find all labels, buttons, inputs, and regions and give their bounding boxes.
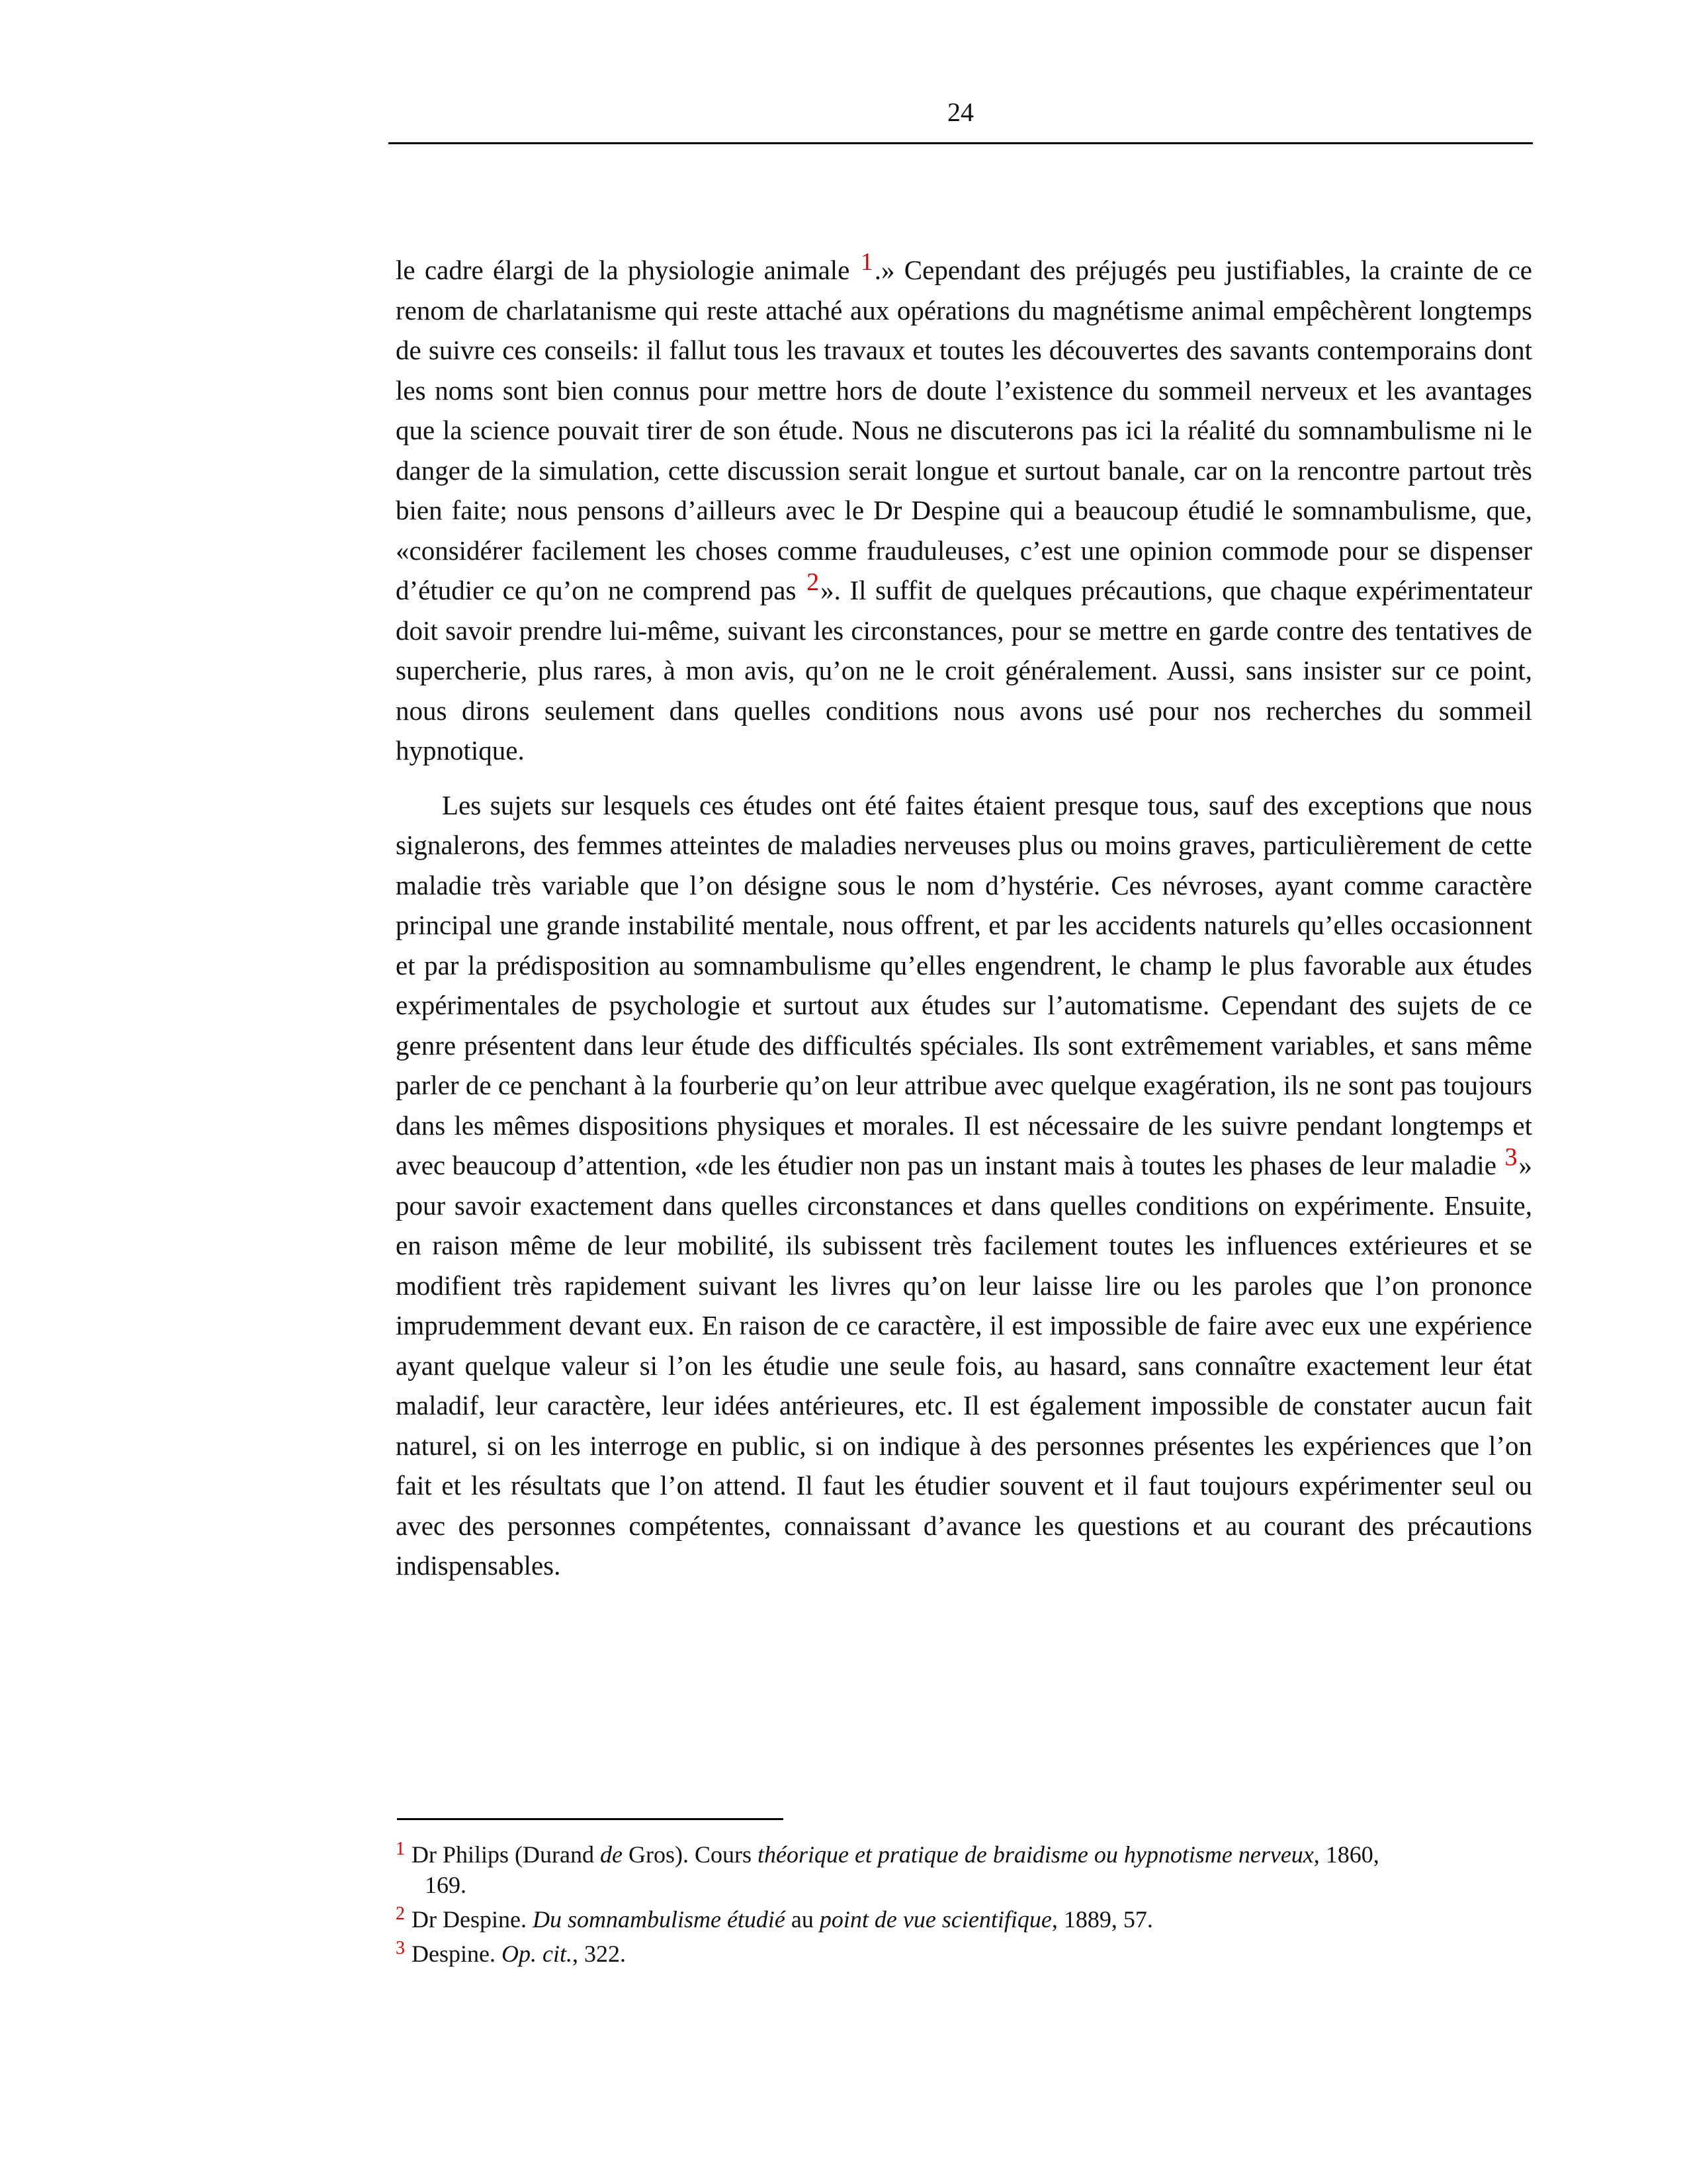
footnote-3-text: Despine. — [411, 1941, 501, 1967]
footnote-reference-2[interactable]: 2 — [806, 568, 820, 596]
footnote-reference-1[interactable]: 1 — [860, 248, 873, 276]
body-text — [396, 250, 1532, 1586]
footnote-3: 3 Despine. Op. cit., 322. — [396, 1938, 626, 1967]
footnote-2-text: Dr Despine. — [411, 1906, 533, 1933]
paragraph-1 — [396, 250, 1532, 771]
footnote-1-text: , 1860, — [1313, 1841, 1379, 1868]
paragraph-2-text-a: Les sujets sur lesquels ces études ont été faites étaient presque tous, sauf des exceptions que nous signalerons, des femmes atteintes de maladies nerveuses plus ou moins graves, particulièrement de cette maladie très variable que l’on désigne sous le nom d’hystérie. Ces névroses, ayant comme caractère principal une grande instabilité mentale, nous offrent, et par les accidents naturels qu’elles occasionnent et par la prédisposition au somnambulisme qu’elles engendrent, le champ le plus favorable aux études expérimentales de psychologie et surtout aux études sur l’automatisme. Cependant des sujets de ce genre présentent dans leur étude des difficultés spéciales. Ils sont extrêmement variables, et sans même parler de ce penchant à la fourberie qu’on leur attribue avec quelque exagération, ils ne sont pas toujours dans les mêmes dispositions physiques et morales. Il est nécessaire de les suivre pendant longtemps et avec beaucoup d’attention, «de les étudier non pas un instant mais à toutes les phases de leur maladie — [396, 789, 1532, 1180]
paragraph-1-text-b: .» Cependant des préjugés peu justifiables, la crainte de ce renom de charlatanisme qui reste attaché aux opérations du magnétisme animal empêchèrent longtemps de suivre ces conseils: il fallut tous les travaux et toutes les découvertes des savants contemporains dont les noms sont bien connus pour mettre hors de doute l’existence du sommeil nerveux et les avantages que la science pouvait tirer de son étude. Nous ne discuterons pas ici la réalité du somnambulisme ni le danger de la simulation, cette discussion serait longue et surtout banale, car on la rencontre partout très bien faite; nous pensons d’ailleurs avec le Dr Despine qui a beaucoup étudié le somnambulisme, que, «considérer facilement les choses comme frauduleuses, c’est une opinion commode pour se dispenser d’étudier ce qu’on ne comprend pas — [396, 255, 1532, 605]
paragraph-2-text-b: » pour savoir exactement dans quelles circonstances et dans quelles conditions on expérimente. Ensuite, en raison même de leur mobilité, ils subissent très facilement toutes les influences extérieures et se modifient très rapidement suivant les livres qu’on leur laisse lire ou les paroles que l’on prononce imprudemment devant eux. En raison de ce caractère, il est impossible de faire avec eux une expérience ayant quelque valeur si l’on les étudie une seule fois, au hasard, sans connaître exactement leur état maladif, leur caractère, leur idées antérieures, etc. Il est également impossible de constater aucun fait naturel, si on les interroge en public, si on indique à des personnes présentes les expériences que l’on fait et les résultats que l’on attend. Il faut les étudier souvent et il faut toujours expérimenter seul ou avec des personnes compétentes, connaissant d’avance les questions et au courant des précautions indispensables. — [396, 1150, 1532, 1581]
paragraph-1-text-a: le cadre élargi de la physiologie animale — [396, 255, 859, 285]
footnote-2-title: Du somnambulisme étudié — [532, 1906, 785, 1933]
page-header — [388, 93, 1533, 144]
footnote-1-title: théorique et pratique de braidisme ou hypnotisme nerveux — [757, 1841, 1314, 1868]
footnote-1: 1 Dr Philips (Durand de Gros). Cours théorique et pratique de braidisme ou hypnotisme nerveux, 1860, 169. — [396, 1839, 1532, 1900]
page-number: 24 — [947, 97, 974, 127]
footnote-2-text: au — [785, 1906, 820, 1933]
footnote-3-text: , 322. — [572, 1941, 626, 1967]
footnote-2: 2 Dr Despine. Du somnambulisme étudié au point de vue scientifique, 1889, 57. — [396, 1903, 1153, 1933]
footnote-2-title: point de vue scientifique — [819, 1906, 1052, 1933]
paragraph-1-text-c: ». Il suffit de quelques précautions, que chaque expérimentateur doit savoir prendre lui-même, suivant les circonstances, pour se mettre en garde contre des tentatives de supercherie, plus rares, à mon avis, qu’on ne le croit généralement. Aussi, sans insister sur ce point, nous dirons seulement dans quelles conditions nous avons usé pour nos recherches du sommeil hypnotique. — [396, 575, 1532, 765]
footnote-1-text: Gros). Cours — [622, 1841, 757, 1868]
footnote-1-italic: de — [599, 1841, 623, 1868]
footnotes — [396, 1839, 1532, 1973]
footnote-3-italic: Op. cit. — [501, 1941, 572, 1967]
footnote-separator — [397, 1818, 783, 1820]
footnote-1-continuation: 169. — [425, 1872, 466, 1898]
footnote-1-text: Dr Philips (Durand — [411, 1841, 600, 1868]
footnote-2-text: , 1889, 57. — [1051, 1906, 1153, 1933]
paragraph-2 — [396, 785, 1532, 1586]
footnote-reference-3[interactable]: 3 — [1504, 1143, 1518, 1171]
